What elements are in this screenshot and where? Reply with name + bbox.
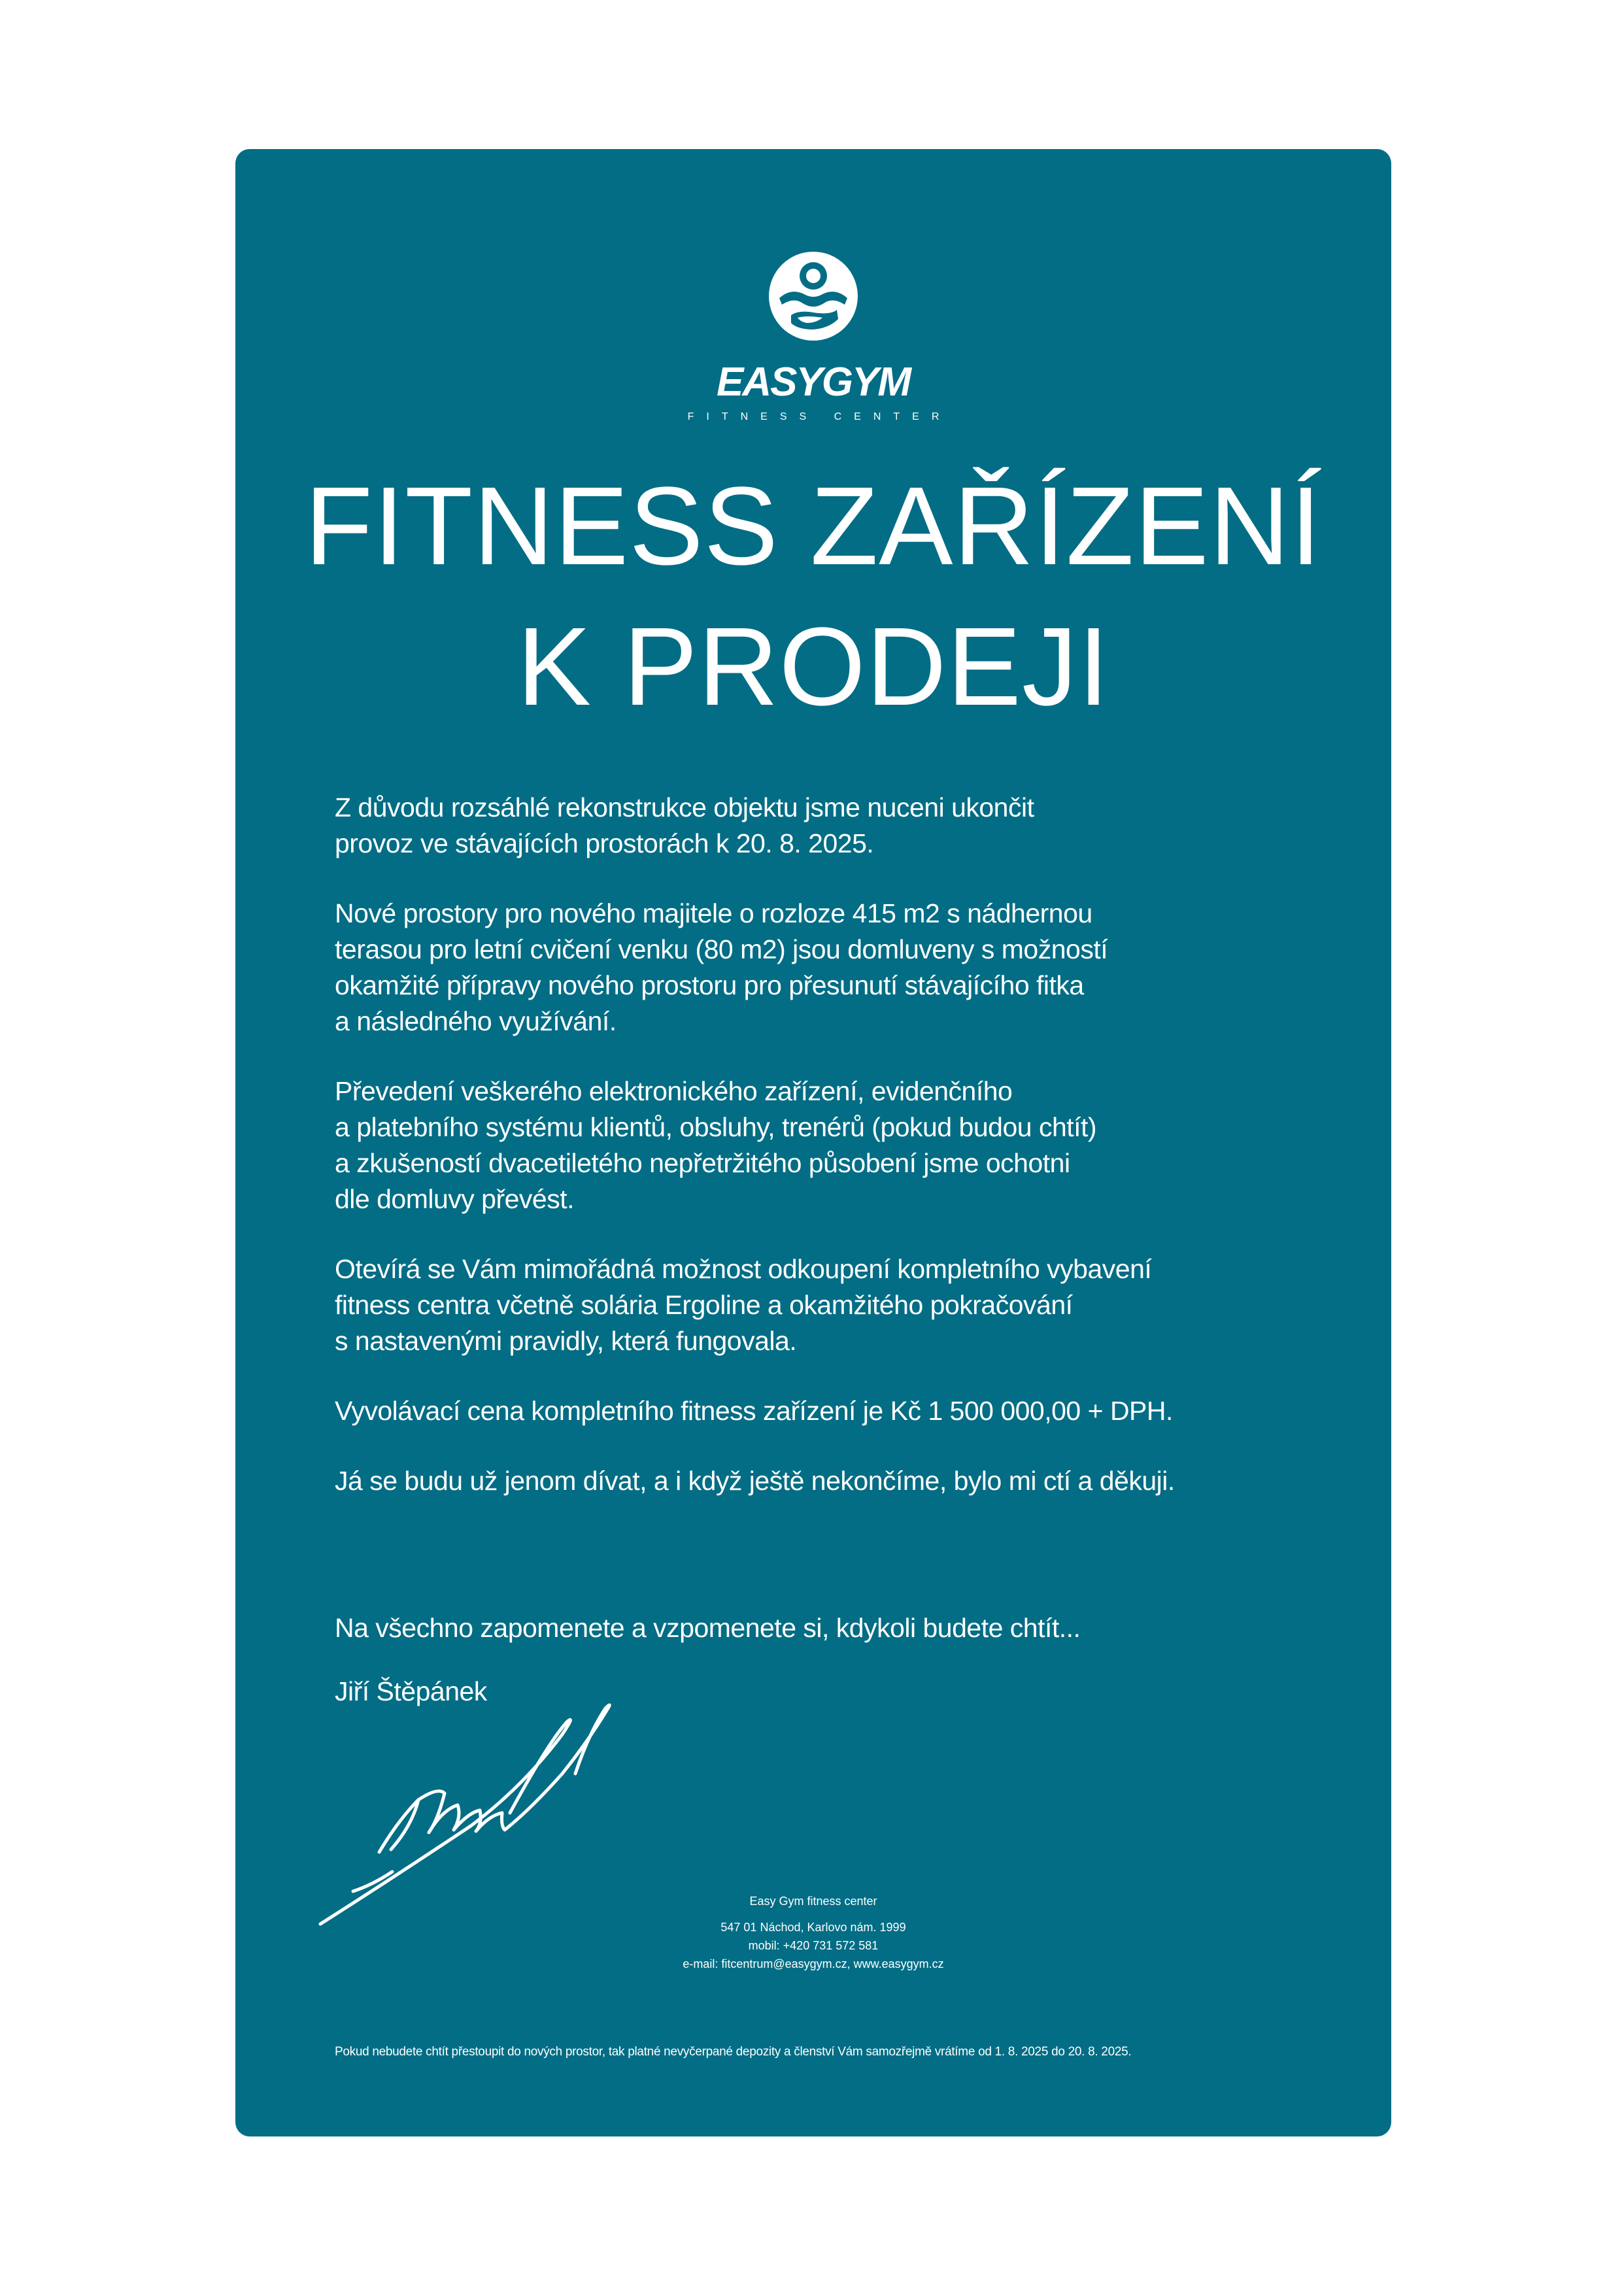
- contact-info: [235, 1892, 1391, 1973]
- farewell-line: Na všechno zapomenete a vzpomenete si, kdykoli budete chtít...: [335, 1613, 1081, 1643]
- page-title: [235, 456, 1391, 737]
- paragraph-thanks: Já se budu už jenom dívat, a i když ještě nekončíme, bylo mi ctí a děkuji.: [335, 1466, 1175, 1496]
- brand-name: EASYGYM: [716, 360, 911, 405]
- paragraph-closure: Z důvodu rozsáhlé rekonstrukce objektu jsme nuceni ukončit provoz ve stávajících prostorách k 20. 8. 2025.: [335, 792, 1034, 858]
- brand-tagline: FITNESS CENTER: [687, 411, 952, 422]
- contact-mobile: mobil: +420 731 572 581: [748, 1939, 879, 1952]
- contact-address: 547 01 Náchod, Karlovo nám. 1999: [720, 1921, 906, 1934]
- paragraph-offer: Otevírá se Vám mimořádná možnost odkoupení kompletního vybavení fitness centra včetně solária Ergoline a okamžitého pokračování s nastavenými pravidly, která fungovala.: [335, 1254, 1152, 1356]
- title-line-2: K PRODEJI: [516, 605, 1110, 729]
- easy-gym-figure-icon: [768, 247, 859, 345]
- contact-company: Easy Gym fitness center: [749, 1895, 877, 1908]
- footnote: Pokud nebudete chtít přestoupit do nových prostor, tak platné nevyčerpané depozity a členství Vám samozřejmě vrátíme od 1. 8. 2025 do 20. 8. 2025.: [335, 2045, 1132, 2059]
- paragraph-new-premises: Nové prostory pro nového majitele o rozloze 415 m2 s nádhernou terasou pro letní cvičení venku (80 m2) jsou domluveny s možností okamžité přípravy nového prostoru pro přesunutí stávajícího fitka a následného využívání.: [335, 898, 1108, 1036]
- author-name: Jiří Štěpánek: [335, 1676, 487, 1706]
- contact-email: e-mail: fitcentrum@easygym.cz, www.easygym.cz: [683, 1957, 944, 1970]
- paragraph-price: Vyvolávací cena kompletního fitness zařízení je Kč 1 500 000,00 + DPH.: [335, 1396, 1173, 1426]
- logo: [235, 247, 1391, 422]
- announcement-body: [335, 790, 1328, 1533]
- paragraph-transfer: Převedení veškerého elektronického zařízení, evidenčního a platebního systému klientů, obsluhy, trenérů (pokud budou chtít) a zkušeností dvacetiletého nepřetržitého působení jsme ochotni dle domluvy převést.: [335, 1076, 1097, 1214]
- poster-panel: [235, 149, 1391, 2136]
- title-line-1: FITNESS ZAŘÍZENÍ: [305, 464, 1322, 588]
